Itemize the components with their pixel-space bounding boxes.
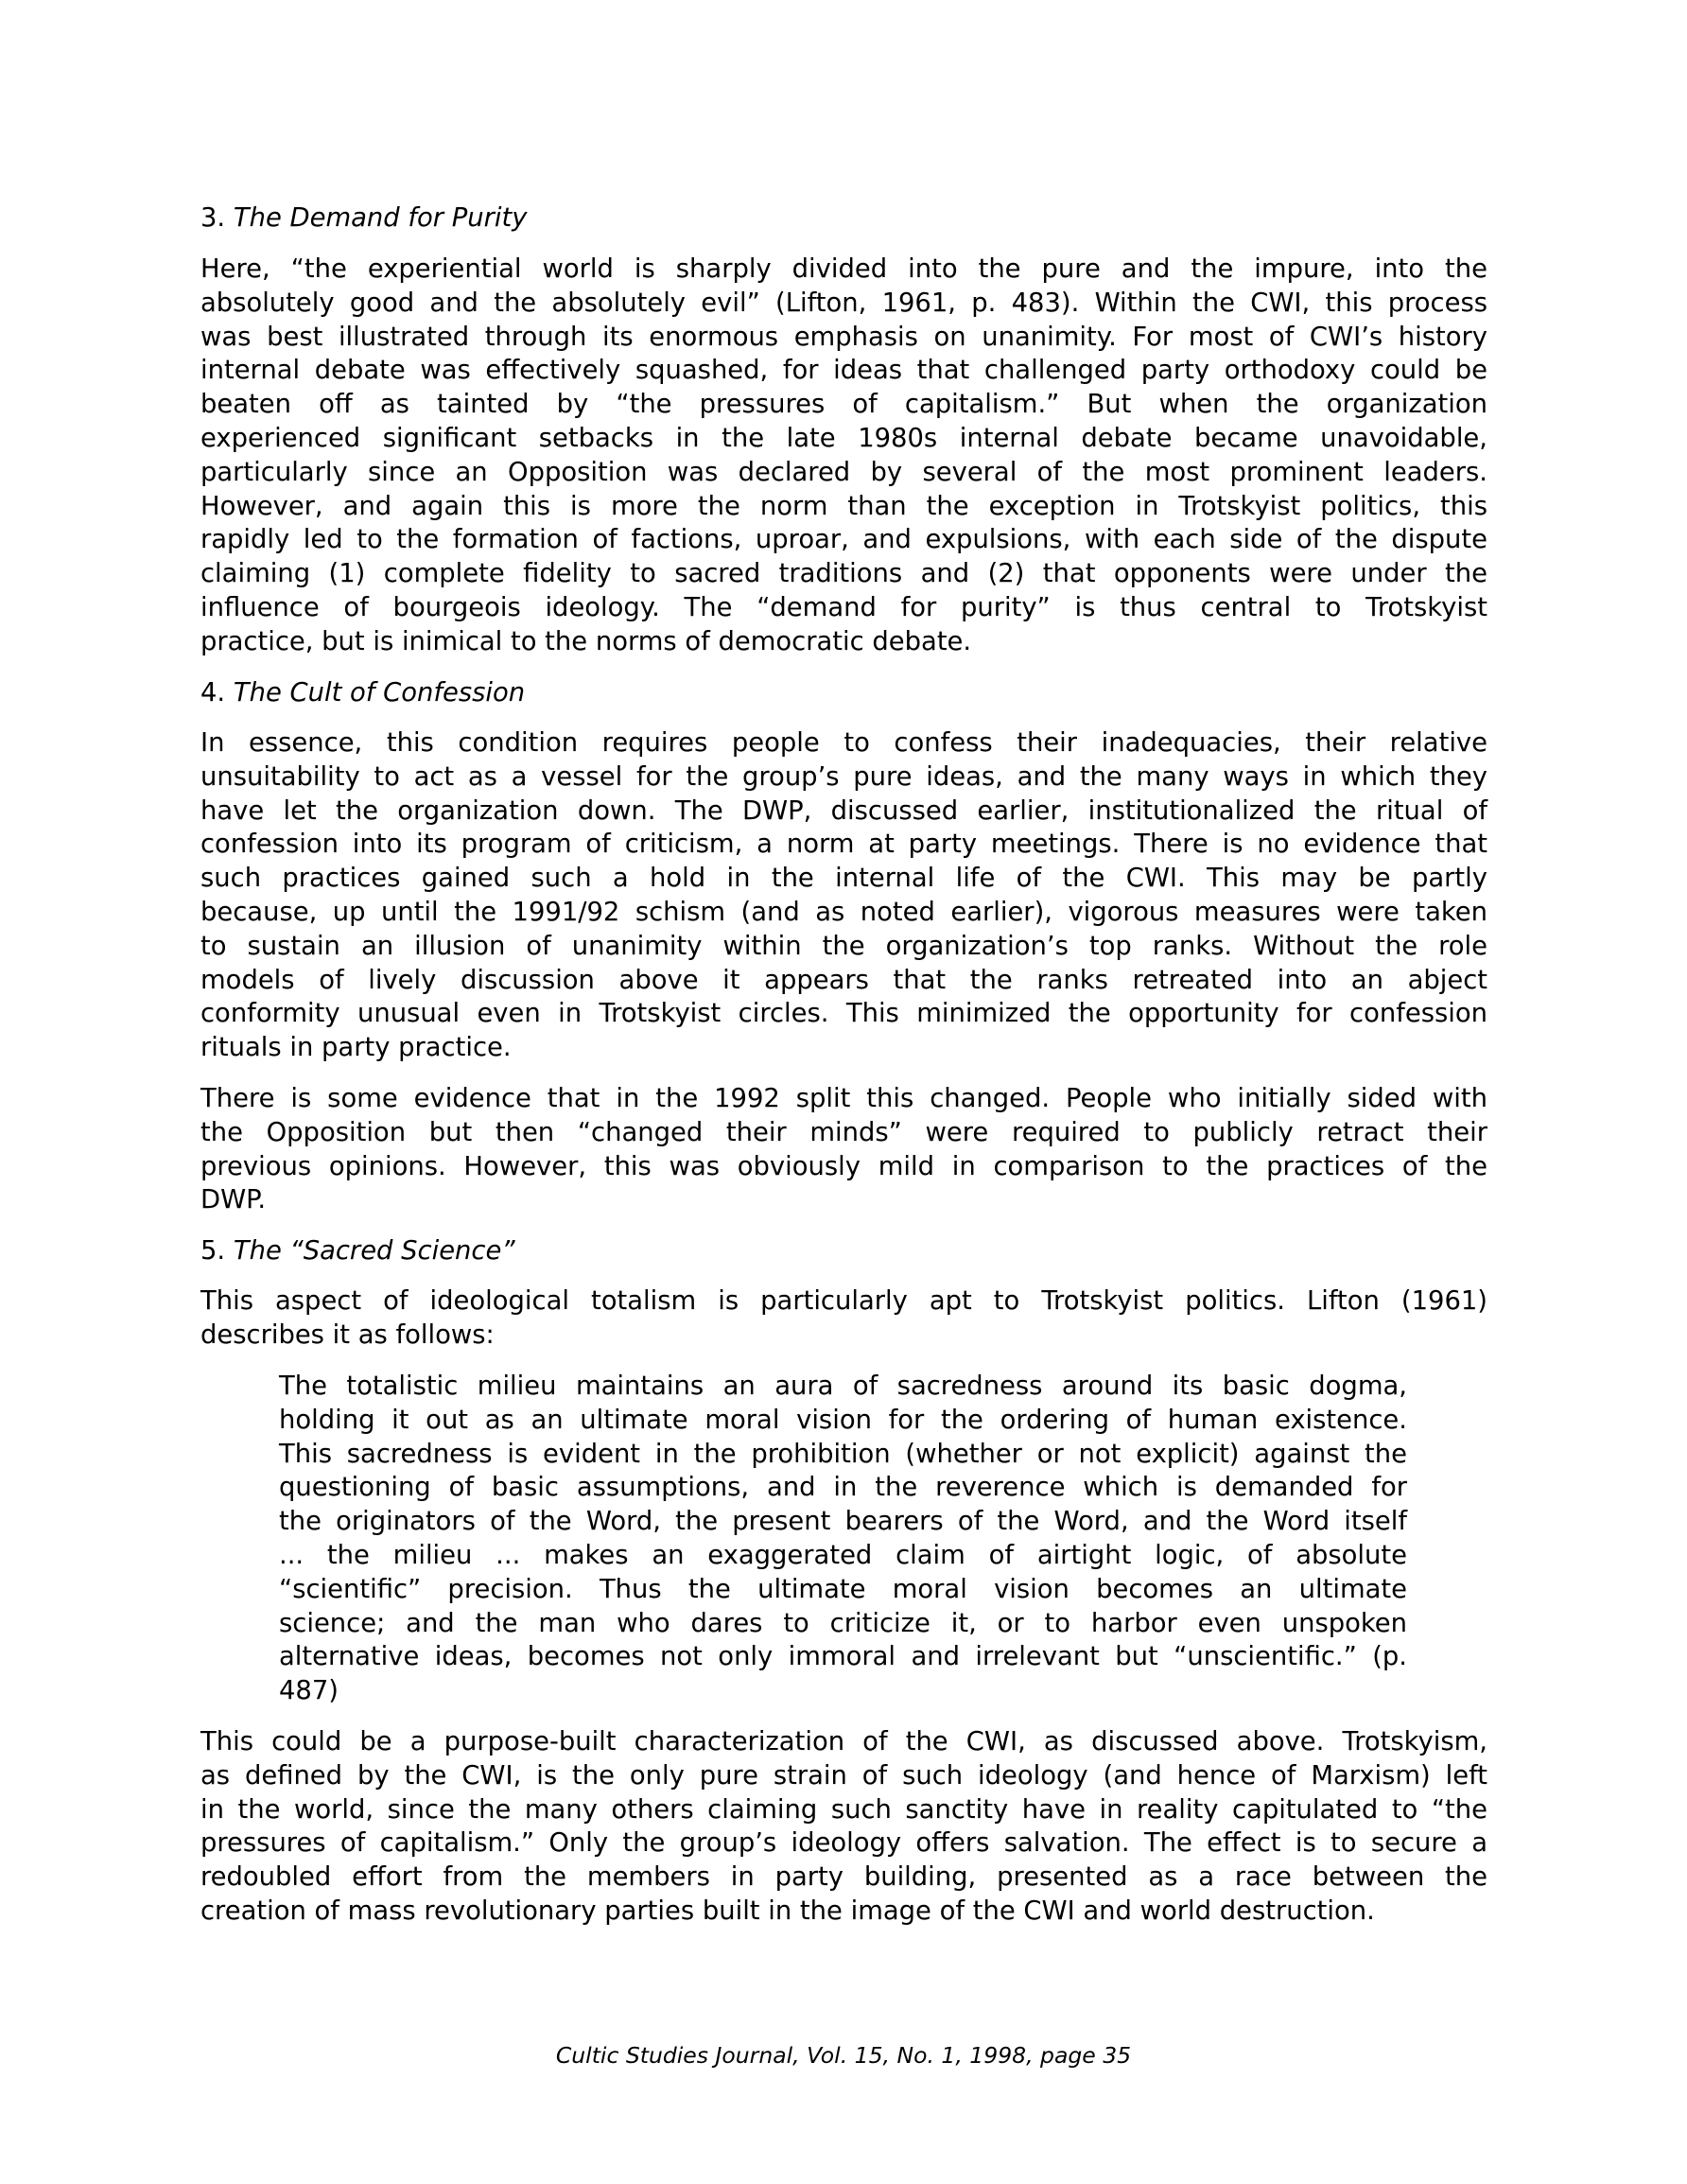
- text-line: However, and again this is more the norm than the exception in Trotskyist politics, this: [200, 491, 1487, 521]
- text-line: beaten off as tainted by “the pressures of capitalism.” But when the organization: [200, 390, 1487, 420]
- text-line: redoubled effort from the members in party building, presented as a race between the: [200, 1862, 1487, 1893]
- paragraph: [200, 1082, 1487, 1217]
- text-line: was best illustrated through its enormous emphasis on unanimity. For most of CWI’s history: [200, 322, 1487, 352]
- text-line: rapidly led to the formation of factions, uproar, and expulsions, with each side of the dispute: [200, 525, 1487, 555]
- text-line: creation of mass revolutionary parties built in the image of the CWI and world destruction.: [200, 1896, 1375, 1926]
- section-title: The Demand for Purity: [233, 203, 528, 233]
- section-heading-4: [200, 676, 1487, 710]
- text-line: Here, “the experiential world is sharply divided into the pure and the impure, into the: [200, 254, 1487, 284]
- text-line: practice, but is inimical to the norms of democratic debate.: [200, 626, 972, 656]
- text-line: conformity unusual even in Trotskyist circles. This minimized the opportunity for confession: [200, 999, 1487, 1029]
- text-line: describes it as follows:: [200, 1319, 495, 1350]
- text-line: This sacredness is evident in the prohibition (whether or not explicit) against the: [279, 1439, 1407, 1469]
- section-heading-5: [200, 1234, 1487, 1268]
- text-line: DWP.: [200, 1185, 267, 1215]
- text-line: previous opinions. However, this was obviously mild in comparison to the practices of the: [200, 1151, 1487, 1181]
- paragraph: [200, 1284, 1487, 1353]
- text-line: The totalistic milieu maintains an aura of sacredness around its basic dogma,: [279, 1372, 1407, 1401]
- text-line: influence of bourgeois ideology. The “demand for purity” is thus central to Trotskyist: [200, 592, 1487, 622]
- paragraph: [200, 1725, 1487, 1929]
- section-number: 4.: [200, 678, 226, 708]
- block-quote: [279, 1370, 1407, 1708]
- text-line: alternative ideas, becomes not only immoral and irrelevant but “unscientific.” (p.: [279, 1642, 1407, 1672]
- paragraph: [200, 726, 1487, 1065]
- text-line: “scientific” precision. Thus the ultimate moral vision becomes an ultimate: [279, 1574, 1407, 1604]
- text-line: confession into its program of criticism, a norm at party meetings. There is no evidence that: [200, 830, 1487, 860]
- text-line: experienced significant setbacks in the late 1980s internal debate became unavoidable,: [200, 423, 1487, 453]
- section-heading-3: [200, 201, 1487, 236]
- text-line: the originators of the Word, the present bearers of the Word, and the Word itself: [279, 1507, 1407, 1537]
- text-line: absolutely good and the absolutely evil” (Lifton, 1961, p. 483). Within the CWI, this process: [200, 288, 1487, 318]
- text-line: science; and the man who dares to criticize it, or to harbor even unspoken: [279, 1608, 1407, 1638]
- text-line: the Opposition but then “changed their minds” were required to publicly retract their: [200, 1117, 1487, 1147]
- text-line: particularly since an Opposition was declared by several of the most prominent leaders.: [200, 457, 1487, 487]
- text-line: rituals in party practice.: [200, 1033, 512, 1063]
- text-line: claiming (1) complete fidelity to sacred traditions and (2) that opponents were under the: [200, 559, 1487, 589]
- text-line: holding it out as an ultimate moral vision for the ordering of human existence.: [279, 1405, 1407, 1435]
- text-line: in the world, since the many others claiming such sanctity have in reality capitulated to “the: [200, 1794, 1487, 1825]
- text-line: pressures of capitalism.” Only the group’s ideology offers salvation. The effect is to secure a: [200, 1828, 1487, 1859]
- text-line: This could be a purpose-built characterization of the CWI, as discussed above. Trotskyism,: [200, 1727, 1487, 1756]
- text-line: as defined by the CWI, is the only pure strain of such ideology (and hence of Marxism) left: [200, 1760, 1487, 1791]
- text-line: to sustain an illusion of unanimity within the organization’s top ranks. Without the role: [200, 931, 1487, 961]
- text-line: internal debate was effectively squashed, for ideas that challenged party orthodoxy could be: [200, 356, 1487, 386]
- text-line: such practices gained such a hold in the internal life of the CWI. This may be partly: [200, 864, 1487, 894]
- text-line: This aspect of ideological totalism is particularly apt to Trotskyist politics. Lifton (1961): [200, 1286, 1487, 1316]
- text-line: ... the milieu ... makes an exaggerated claim of airtight logic, of absolute: [279, 1540, 1407, 1570]
- text-line: models of lively discussion above it appears that the ranks retreated into an abject: [200, 965, 1487, 995]
- section-title: The Cult of Confession: [233, 678, 526, 708]
- section-title: The “Sacred Science”: [233, 1236, 515, 1266]
- section-number: 5.: [200, 1236, 226, 1266]
- section-number: 3.: [200, 203, 226, 233]
- page-footer-citation: Cultic Studies Journal, Vol. 15, No. 1, 1998, page 35: [555, 2042, 1132, 2069]
- text-line: There is some evidence that in the 1992 split this changed. People who initially sided with: [200, 1084, 1487, 1113]
- text-line: unsuitability to act as a vessel for the group’s pure ideas, and the many ways in which they: [200, 761, 1487, 792]
- text-line: 487): [279, 1676, 339, 1706]
- text-line: questioning of basic assumptions, and in the reverence which is demanded for: [279, 1473, 1407, 1503]
- text-line: because, up until the 1991/92 schism (and as noted earlier), vigorous measures were taken: [200, 897, 1487, 927]
- text-line: have let the organization down. The DWP, discussed earlier, institutionalized the ritual of: [200, 795, 1487, 826]
- paragraph: [200, 253, 1487, 659]
- text-line: In essence, this condition requires people to confess their inadequacies, their relative: [200, 728, 1487, 758]
